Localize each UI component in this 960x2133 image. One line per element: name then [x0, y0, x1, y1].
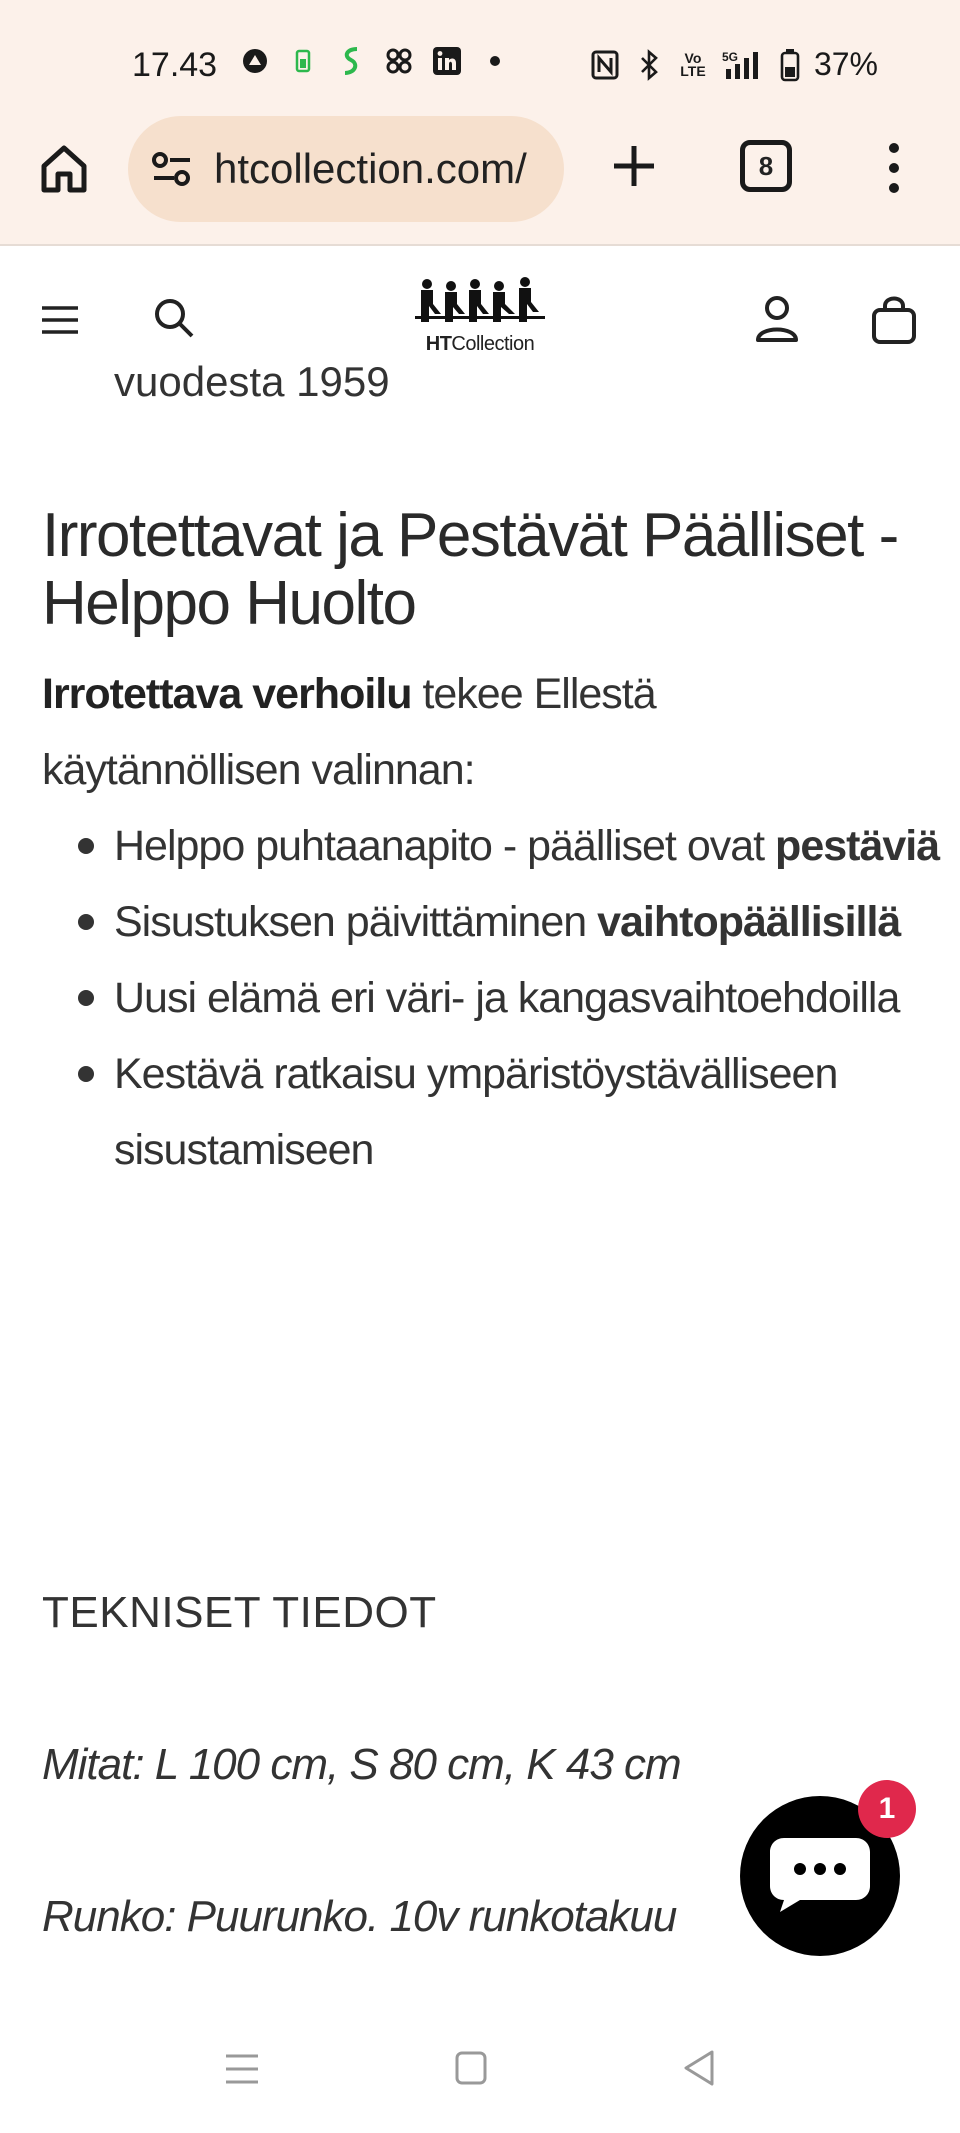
signal-5g-icon	[722, 50, 766, 80]
list-item: Sisustuksen päivittäminen vaihtopäällisillä	[42, 884, 942, 960]
browser-chrome	[0, 0, 960, 246]
app-notification-icon	[240, 46, 270, 76]
spec-dimensions: Mitat: L 100 cm, S 80 cm, K 43 cm	[42, 1740, 681, 1789]
feature-list	[42, 808, 942, 1188]
home-icon[interactable]	[454, 2050, 488, 2086]
battery-icon	[780, 50, 800, 80]
spec-frame: Runko: Puurunko. 10v runkotakuu	[42, 1892, 677, 1941]
volte-icon: Vo LTE	[680, 49, 706, 79]
search-icon[interactable]	[152, 296, 196, 340]
cutoff-text: vuodesta 1959	[114, 358, 390, 405]
tab-switcher-button[interactable]: 8	[740, 140, 792, 192]
menu-icon[interactable]	[40, 300, 80, 340]
browser-menu-button[interactable]	[874, 138, 914, 198]
more-notifications-dot-icon	[480, 46, 510, 76]
product-description	[0, 358, 960, 1996]
site-logo[interactable]	[410, 278, 550, 358]
pinwheel-icon	[384, 46, 414, 76]
status-bar	[0, 0, 960, 130]
list-item: Helppo puhtaanapito - päälliset ovat pestäviä	[42, 808, 942, 884]
intro-rest: tekee Ellestä käytännöllisen valinnan:	[42, 670, 656, 794]
s-app-icon	[336, 46, 366, 76]
address-bar[interactable]	[128, 116, 564, 222]
recents-icon[interactable]	[222, 2052, 262, 2086]
site-settings-icon[interactable]	[148, 145, 196, 193]
bluetooth-icon	[634, 50, 664, 80]
nfc-icon	[590, 50, 620, 80]
notification-icons	[240, 46, 510, 76]
list-item: Uusi elämä eri väri- ja kangasvaihtoehdoilla	[42, 960, 942, 1036]
new-tab-button[interactable]	[606, 138, 662, 194]
svg-text:5G: 5G	[721, 49, 738, 64]
browser-toolbar	[0, 116, 960, 226]
list-item: Kestävä ratkaisu ympäristöystävälliseen sisustamiseen	[42, 1036, 942, 1188]
browser-home-button[interactable]	[36, 140, 92, 196]
cart-icon[interactable]	[870, 294, 918, 346]
linkedin-icon	[432, 46, 462, 76]
chat-unread-badge: 1	[858, 1780, 916, 1838]
logo-figures-icon	[415, 278, 545, 324]
status-time: 17.43	[132, 46, 218, 84]
battery-saver-icon	[288, 46, 318, 76]
battery-percent: 37%	[813, 46, 878, 82]
logo-text: HTCollection	[425, 333, 535, 355]
intro-paragraph	[42, 656, 922, 808]
tech-specs-heading: TEKNISET TIEDOT	[42, 1588, 437, 1637]
account-icon[interactable]	[754, 294, 800, 344]
url-text[interactable]: htcollection.com/	[214, 145, 527, 192]
system-nav-bar	[0, 2008, 960, 2133]
intro-bold: Irrotettava verhoilu	[42, 670, 412, 718]
chat-bubble-icon	[770, 1838, 870, 1912]
back-icon[interactable]	[682, 2048, 716, 2088]
section-heading: Irrotettavat ja Pestävät Päälliset - Helppo Huolto	[42, 501, 898, 638]
system-icons	[590, 46, 878, 83]
